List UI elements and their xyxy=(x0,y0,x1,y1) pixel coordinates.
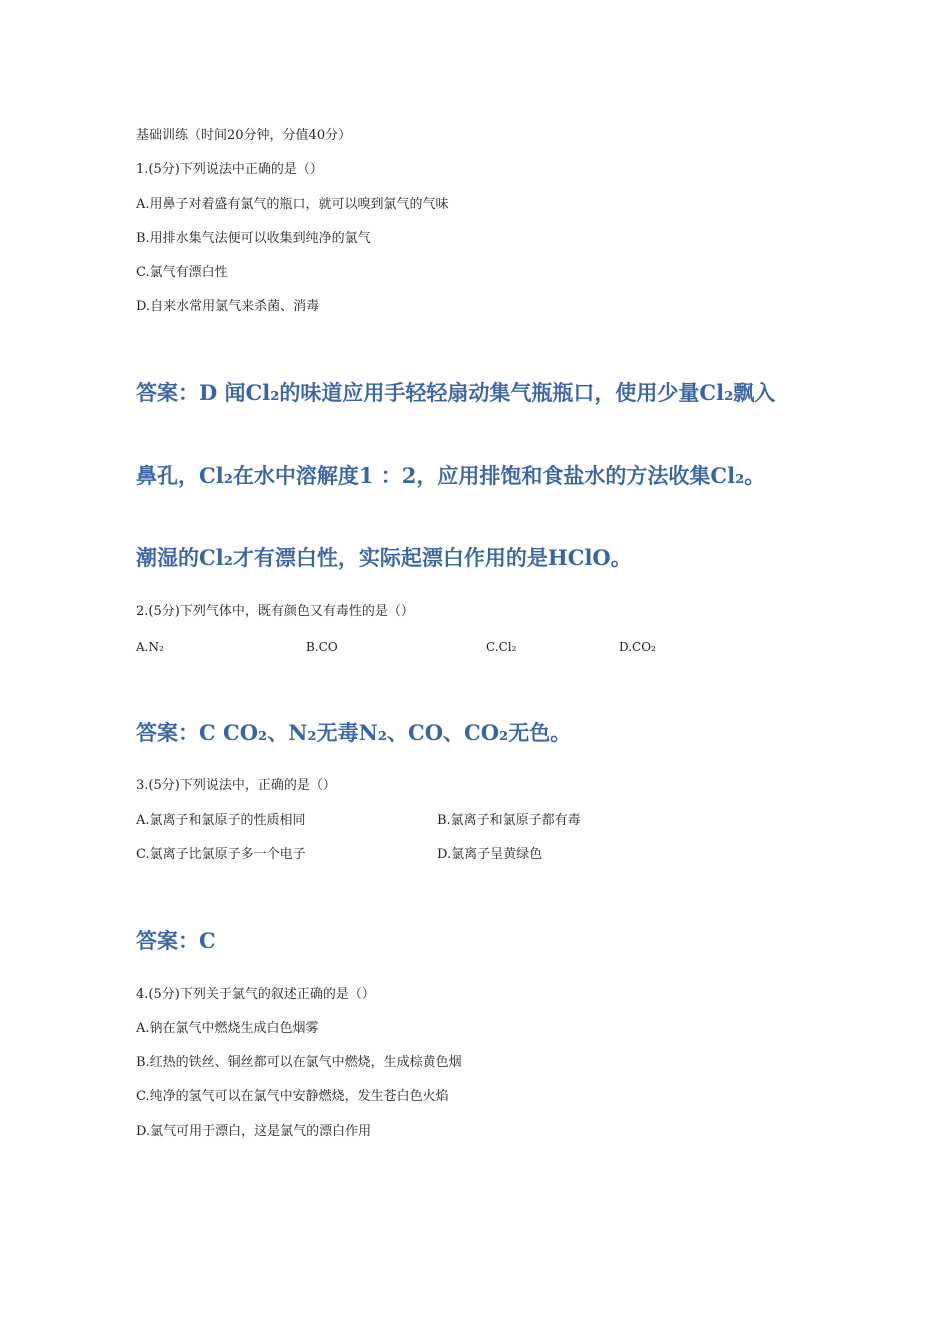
q2-option-a: A.N₂ xyxy=(136,640,164,654)
q4-stem: 4.(5分)下列关于氯气的叙述正确的是（） xyxy=(136,987,375,1002)
q4-option-b: B.红热的铁丝、铜丝都可以在氯气中燃烧，生成棕黄色烟 xyxy=(136,1055,462,1070)
q1-option-b: B.用排水集气法便可以收集到纯净的氯气 xyxy=(136,231,371,246)
q3-stem: 3.(5分)下列说法中，正确的是（） xyxy=(136,778,336,793)
q4-option-a: A.钠在氯气中燃烧生成白色烟雾 xyxy=(136,1021,319,1036)
q3-option-c: C.氯离子比氯原子多一个电子 xyxy=(136,847,306,862)
q1-answer-line-3: 潮湿的Cl₂才有漂白性，实际起漂白作用的是HClO。 xyxy=(136,545,632,570)
q1-option-c: C.氯气有漂白性 xyxy=(136,265,228,280)
q3-option-d: D.氯离子呈黄绿色 xyxy=(437,847,543,862)
q4-option-d: D.氯气可用于漂白，这是氯气的漂白作用 xyxy=(136,1124,372,1139)
q3-option-a: A.氯离子和氯原子的性质相同 xyxy=(136,813,306,828)
q1-option-a: A.用鼻子对着盛有氯气的瓶口，就可以嗅到氯气的气味 xyxy=(136,197,449,212)
q3-answer: 答案：C xyxy=(136,928,216,953)
q2-option-b: B.CO xyxy=(306,640,338,654)
q1-answer-line-2: 鼻孔，Cl₂在水中溶解度1 ：2，应用排饱和食盐水的方法收集Cl₂。 xyxy=(136,463,766,488)
q1-option-d: D.自来水常用氯气来杀菌、消毒 xyxy=(136,299,320,314)
q2-option-d: D.CO₂ xyxy=(619,640,656,654)
header: 基础训练（时间20分钟，分值40分） xyxy=(136,128,352,143)
q1-answer-line-1: 答案：D 闻Cl₂的味道应用手轻轻扇动集气瓶瓶口，使用少量Cl₂飘入 xyxy=(136,380,776,405)
q2-answer: 答案：C CO₂、N₂无毒N₂、CO、CO₂无色。 xyxy=(136,720,572,745)
q2-stem: 2.(5分)下列气体中，既有颜色又有毒性的是（） xyxy=(136,604,414,619)
q1-stem: 1.(5分)下列说法中正确的是（） xyxy=(136,162,323,177)
q2-option-c: C.Cl₂ xyxy=(486,640,517,654)
q3-option-b: B.氯离子和氯原子都有毒 xyxy=(437,813,581,828)
q4-option-c: C.纯净的氢气可以在氯气中安静燃烧，发生苍白色火焰 xyxy=(136,1089,449,1104)
